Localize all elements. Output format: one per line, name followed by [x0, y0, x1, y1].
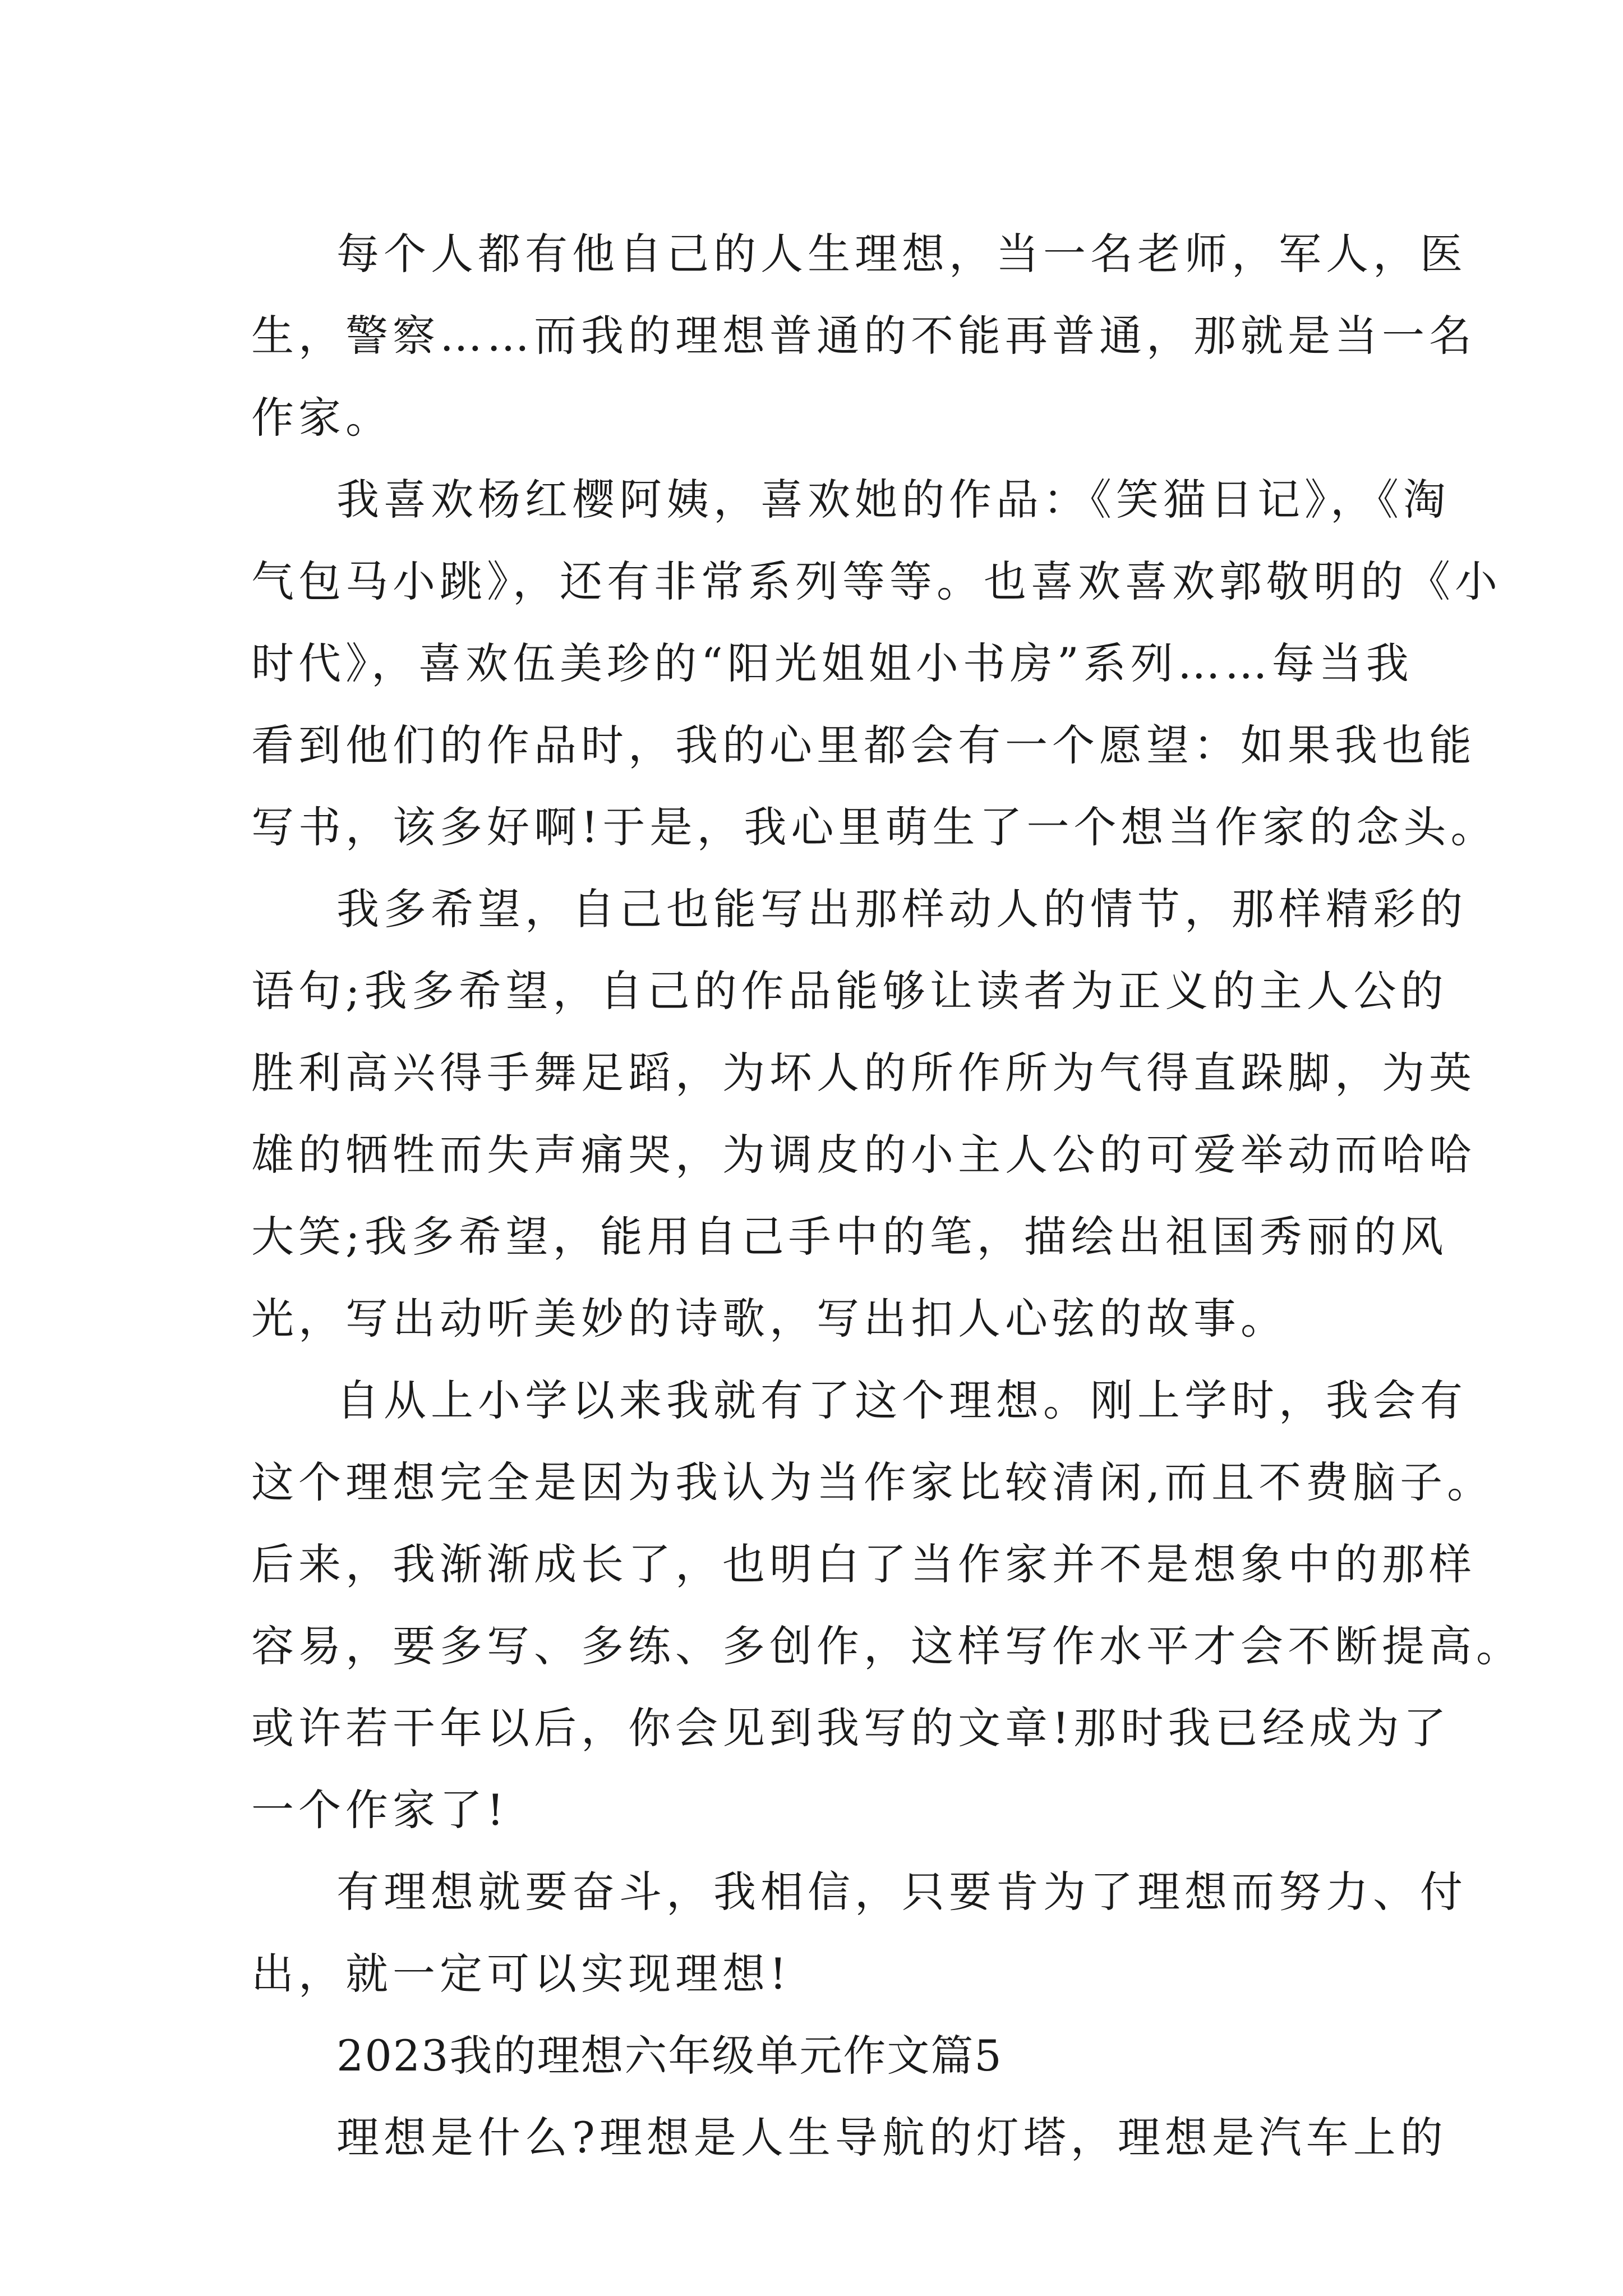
paragraph-3-line-1: 我多希望，自己也能写出那样动人的情节，那样精彩的: [336, 884, 1467, 934]
paragraph-2-line-4: 看到他们的作品时，我的心里都会有一个愿望：如果我也能: [251, 720, 1476, 770]
paragraph-1-line-2: 生，警察……而我的理想普通的不能再普通，那就是当一名: [251, 311, 1476, 361]
paragraph-2-line-1: 我喜欢杨红樱阿姨，喜欢她的作品：《笑猫日记》，《淘: [336, 475, 1450, 524]
paragraph-4-line-1: 自从上小学以来我就有了这个理想。刚上学时，我会有: [336, 1375, 1467, 1425]
paragraph-2-line-3: 时代》，喜欢伍美珍的“阳光姐姐小书房”系列……每当我: [251, 638, 1413, 688]
paragraph-1-line-1: 每个人都有他自己的人生理想，当一名老师，军人，医: [336, 229, 1467, 279]
section-heading: 2023我的理想六年级单元作文篇5: [336, 2031, 1003, 2081]
paragraph-3-line-5: 大笑;我多希望，能用自己手中的笔，描绘出祖国秀丽的风: [251, 1212, 1448, 1262]
essay-body: [251, 213, 1523, 2179]
paragraph-4-line-3: 后来，我渐渐成长了，也明白了当作家并不是想象中的那样: [251, 1539, 1476, 1589]
paragraph-2-line-2: 气包马小跳》，还有非常系列等等。也喜欢喜欢郭敬明的《小: [251, 556, 1502, 606]
paragraph-3-line-2: 语句;我多希望，自己的作品能够让读者为正义的主人公的: [251, 966, 1448, 1016]
paragraph-4-line-5: 或许若干年以后，你会见到我写的文章!那时我已经成为了: [251, 1703, 1451, 1753]
paragraph-3-line-4: 雄的牺牲而失声痛哭，为调皮的小主人公的可爱举动而哈哈: [251, 1130, 1476, 1180]
paragraph-5-line-2: 出，就一定可以实现理想!: [251, 1949, 791, 1999]
paragraph-4-line-2: 这个理想完全是因为我认为当作家比较清闲,而且不费脑子。: [251, 1457, 1495, 1507]
paragraph-3-line-6: 光，写出动听美妙的诗歌，写出扣人心弦的故事。: [251, 1294, 1288, 1343]
paragraph-6-line-1: 理想是什么?理想是人生导航的灯塔，理想是汽车上的: [336, 2113, 1447, 2162]
paragraph-1-line-3: 作家。: [251, 393, 393, 443]
paragraph-4-line-6: 一个作家了!: [251, 1785, 509, 1835]
paragraph-2-line-5: 写书，该多好啊!于是，我心里萌生了一个想当作家的念头。: [251, 802, 1498, 852]
paragraph-4-line-4: 容易，要多写、多练、多创作，这样写作水平才会不断提高。: [251, 1621, 1523, 1671]
paragraph-3-line-3: 胜利高兴得手舞足蹈，为坏人的所作所为气得直跺脚，为英: [251, 1048, 1476, 1098]
paragraph-5-line-1: 有理想就要奋斗，我相信，只要肯为了理想而努力、付: [336, 1867, 1467, 1917]
